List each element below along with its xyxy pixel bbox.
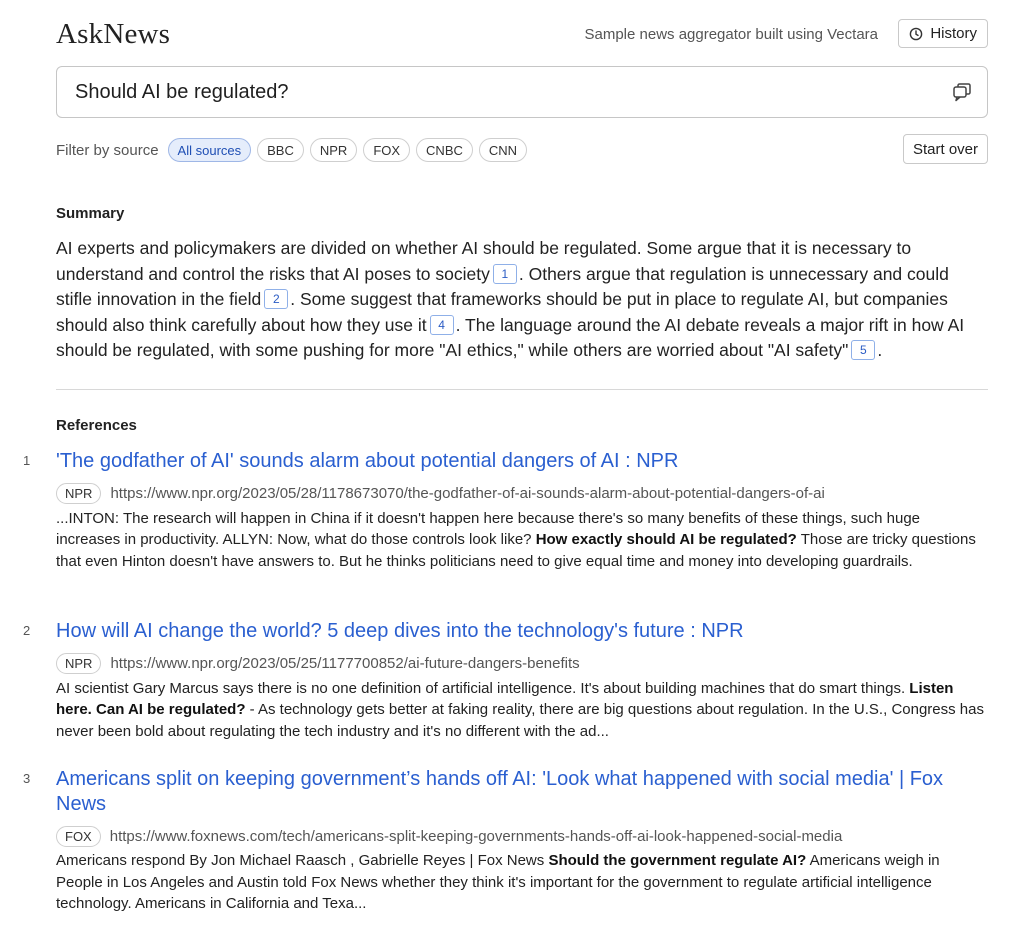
search-input[interactable] [75, 81, 935, 104]
filter-chip-bbc[interactable]: BBC [257, 138, 304, 162]
citation-link[interactable]: 4 [430, 315, 454, 335]
reference-meta [56, 483, 988, 505]
snippet-text: AI scientist Gary Marcus says there is no one definition of artificial intelligence. It's about building machines that do smart things. [56, 679, 910, 697]
summary-sentence: . The language around the AI debate reveals a major rift in how AI should be regulated, with some pushing for more "AI ethics," while others are worried about "AI safety" [56, 314, 965, 361]
reference-title-link[interactable]: How will AI change the world? 5 deep dives into the technology's future : NPR [56, 620, 744, 642]
reference-title-link[interactable]: Americans split on keeping government’s hands off AI: 'Look what happened with social media' | Fox News [56, 768, 944, 815]
source-badge: FOX [56, 826, 101, 847]
snippet-text: ...INTON: The research will happen in China if it doesn't happen here because there's so many benefits of these things, such huge increases in productivity. ALLYN: Now, what do those controls look like? [56, 509, 921, 548]
snippet-text: Americans respond By Jon Michael Raasch , Gabrielle Reyes | Fox News [56, 852, 549, 869]
references-heading: References [56, 417, 137, 434]
brand-logo[interactable]: AskNews [56, 18, 171, 50]
summary-sentence: . [877, 340, 883, 361]
history-button[interactable] [898, 19, 988, 48]
summary-sentence: . Some suggest that frameworks should be put in place to regulate AI, but companies should also think carefully about how they use it [56, 289, 948, 335]
reference-item [23, 619, 988, 742]
filter-chip-npr[interactable]: NPR [310, 138, 357, 162]
summary-sentence: AI experts and policymakers are divided on whether AI should be regulated. Some argue that it is necessary to understand and control the risks that AI poses to society [56, 238, 912, 284]
reference-number: 1 [23, 453, 31, 468]
reference-url[interactable]: https://www.npr.org/2023/05/28/1178673070/the-godfather-of-ai-sounds-alarm-about-potential-dangers-of-ai [110, 485, 825, 502]
submit-icon[interactable] [951, 81, 973, 108]
search-box [56, 66, 988, 118]
reference-title-link[interactable]: 'The godfather of AI' sounds alarm about potential dangers of AI : NPR [56, 450, 679, 472]
reference-url[interactable]: https://www.npr.org/2023/05/25/1177700852/ai-future-dangers-benefits [110, 655, 580, 672]
summary-heading: Summary [56, 205, 125, 222]
reference-number: 3 [23, 771, 31, 786]
snippet-highlight: Should the government regulate AI? [548, 852, 807, 869]
reference-url[interactable]: https://www.foxnews.com/tech/americans-split-keeping-governments-hands-off-ai-look-happened-social-media [109, 827, 843, 845]
clock-icon [909, 27, 923, 41]
summary-sentence: . Others argue that regulation is unnecessary and could stifle innovation in the field [56, 263, 949, 310]
snippet-highlight: Listen here. Can AI be regulated? [56, 679, 954, 718]
reference-number: 2 [23, 623, 31, 638]
snippet-text: Those are tricky questions that even Hinton doesn't have answers to. But he thinks politicians need to give equal time and money into developing guardrails. [56, 531, 976, 570]
snippet-text: Americans weigh in People in Los Angeles and Austin told Fox News whether they think it's important for the government to regulate artificial intelligence technology. Americans in California and Texa... [56, 852, 940, 912]
history-label: History [930, 25, 977, 42]
snippet-highlight: How exactly should AI be regulated? [535, 531, 797, 548]
divider [56, 389, 988, 390]
summary-text [56, 236, 988, 364]
reference-snippet [56, 678, 988, 743]
reference-snippet [56, 850, 988, 915]
filter-chip-fox[interactable]: FOX [363, 138, 410, 162]
reference-meta [56, 653, 988, 675]
source-badge: NPR [56, 483, 101, 504]
reference-snippet [56, 508, 988, 573]
tagline: Sample news aggregator built using Vectara [584, 26, 878, 43]
source-filter [56, 136, 988, 164]
start-over-button[interactable]: Start over [903, 134, 988, 164]
reference-item [23, 449, 988, 572]
filter-chip-cnn[interactable]: CNN [479, 138, 527, 162]
reference-item [23, 767, 988, 915]
citation-link[interactable]: 1 [493, 264, 517, 284]
filter-chip-all-sources[interactable]: All sources [168, 138, 252, 162]
filter-label: Filter by source [56, 141, 159, 159]
citation-link[interactable]: 2 [264, 289, 288, 309]
citation-link[interactable]: 5 [851, 340, 875, 360]
source-badge: NPR [56, 653, 101, 674]
reference-meta [56, 825, 988, 847]
header [56, 16, 988, 52]
filter-chip-cnbc[interactable]: CNBC [416, 138, 473, 162]
snippet-text: - As technology gets better at faking reality, there are big questions about regulation. In the U.S., Congress has never been bold about regulating the tech industry and it's no different with the ad... [56, 701, 984, 740]
